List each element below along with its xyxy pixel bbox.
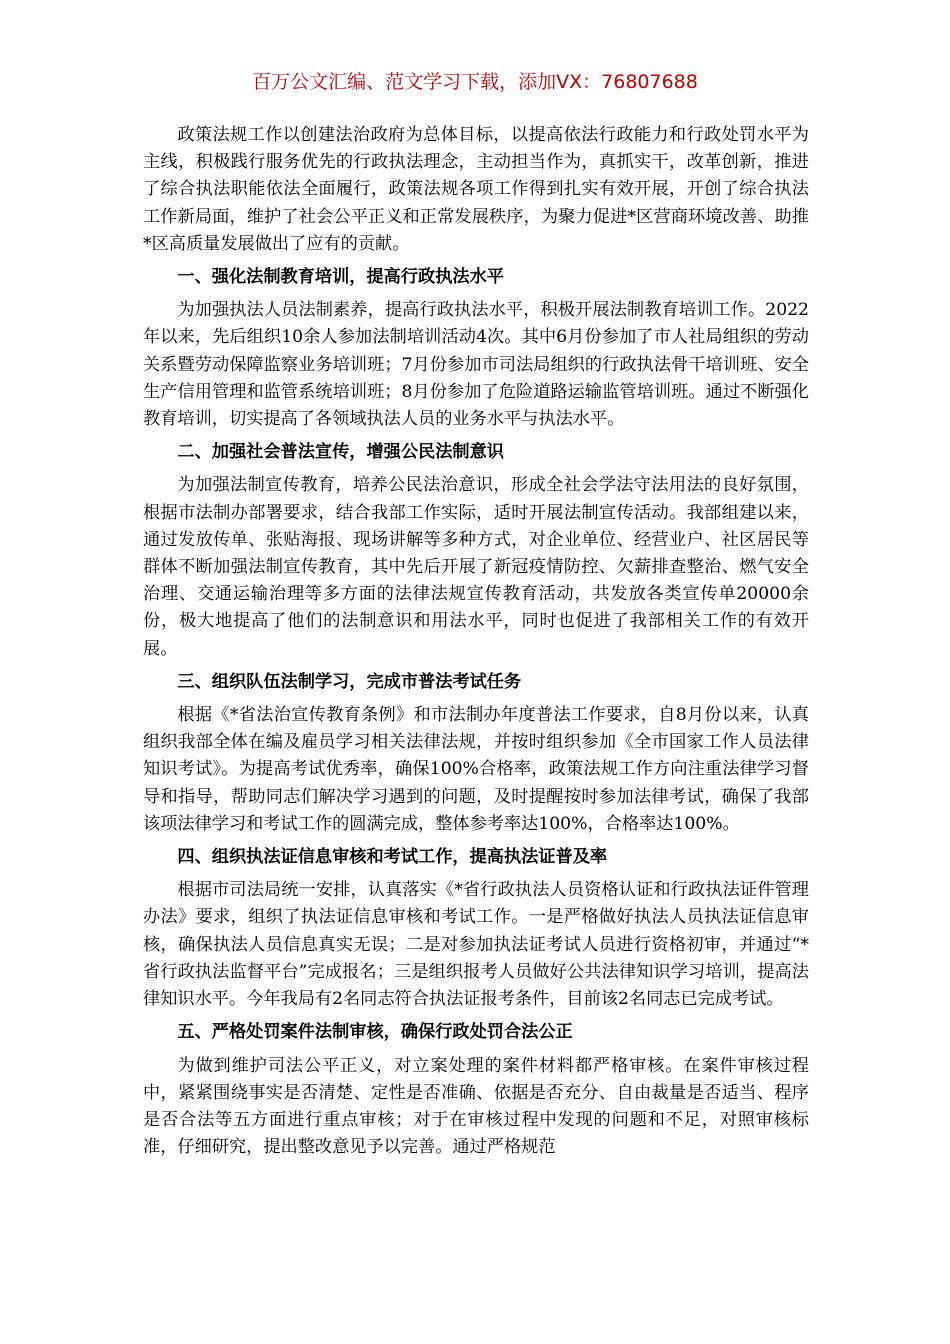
section-paragraph: 根据市司法局统一安排，认真落实《*省行政执法人员资格认证和行政执法证件管理办法》要求，组织了执法证信息审核和考试工作。一是严格做好执法人员执法证信息审核，确保执法人员信息真实无误；二是对参加执法证考试人员进行资格初审，并通过“*省行政执法监督平台”完成报名；三是组织报考人员做好公共法律知识学习培训，提高法律知识水平。今年我局有2名同志符合执法证报考条件，目前该2名同志已完成考试。 <box>143 880 809 1010</box>
section-4 <box>143 844 809 1013</box>
section-heading: 五、严格处罚案件法制审核，确保行政处罚合法公正 <box>177 1022 573 1043</box>
watermark-banner: 百万公文汇编、范文学习下载，添加VX：76807688 <box>252 71 698 93</box>
section-heading: 一、强化法制教育培训，提高行政执法水平 <box>177 267 504 288</box>
section-2 <box>143 439 809 663</box>
section-paragraph: 为做到维护司法公平正义，对立案处理的案件材料都严格审核。在案件审核过程中，紧紧围绕事实是否清楚、定性是否准确、依据是否充分、自由裁量是否适当、程序是否合法等五方面进行重点审核；对于在审核过程中发现的问题和不足，对照审核标准，仔细研究，提出整改意见予以完善。通过严格规范 <box>143 1055 809 1158</box>
section-heading: 四、组织执法证信息审核和考试工作，提高执法证普及率 <box>177 847 608 868</box>
intro-paragraph: 政策法规工作以创建法治政府为总体目标，以提高依法行政能力和行政处罚水平为主线，积极践行服务优先的行政执法理念，主动担当作为，真抓实干，改革创新，推进了综合执法职能依法全面履行，政策法规各项工作得到扎实有效开展，开创了综合执法工作新局面，维护了社会公平正义和正常发展秩序，为聚力促进*区营商环境改善、助推*区高质量发展做出了应有的贡献。 <box>143 125 809 254</box>
section-paragraph: 根据《*省法治宣传教育条例》和市法制办年度普法工作要求，自8月份以来，认真组织我部全体在编及雇员学习相关法律法规，并按时组织参加《全市国家工作人员法律知识考试》。为提高考试优秀率，确保100%合格率，政策法规工作方向注重法律学习督导和指导，帮助同志们解决学习遇到的问题，及时提醒按时参加法律考试，确保了我部该项法律学习和考试工作的圆满完成，整体参考率达100%，合格率达100%。 <box>143 705 809 834</box>
section-paragraph: 为加强法制宣传教育，培养公民法治意识，形成全社会学法守法用法的良好氛围，根据市法制办部署要求，结合我部工作实际，适时开展法制宣传活动。我部组建以来，通过发放传单、张贴海报、现场讲解等多种方式，对企业单位、经营业户、社区居民等群体不断加强法制宣传教育，其中先后开展了新冠疫情防控、欠薪排查整治、燃气安全治理、交通运输治理等多方面的法律法规宣传教育活动，共发放各类宣传单20000余份，极大地提高了他们的法制意识和用法水平，同时也促进了我部相关工作的有效开展。 <box>143 475 809 659</box>
section-heading: 三、组织队伍法制学习，完成市普法考试任务 <box>177 671 522 692</box>
section-3 <box>143 669 809 838</box>
document-body <box>143 122 809 1161</box>
section-5 <box>143 1019 809 1161</box>
section-paragraph: 为加强执法人员法制素养，提高行政执法水平，积极开展法制教育培训工作。2022年以来，先后组织10余人参加法制培训活动4次。其中6月份参加了市人社局组织的劳动关系暨劳动保障监察业务培训班；7月份参加市司法局组织的行政执法骨干培训班、安全生产信用管理和监管系统培训班；8月份参加了危险道路运输监管培训班。通过不断强化教育培训，切实提高了各领域执法人员的业务水平与执法水平。 <box>143 300 809 430</box>
section-1 <box>143 264 809 433</box>
section-heading: 二、加强社会普法宣传，增强公民法制意识 <box>177 442 504 463</box>
